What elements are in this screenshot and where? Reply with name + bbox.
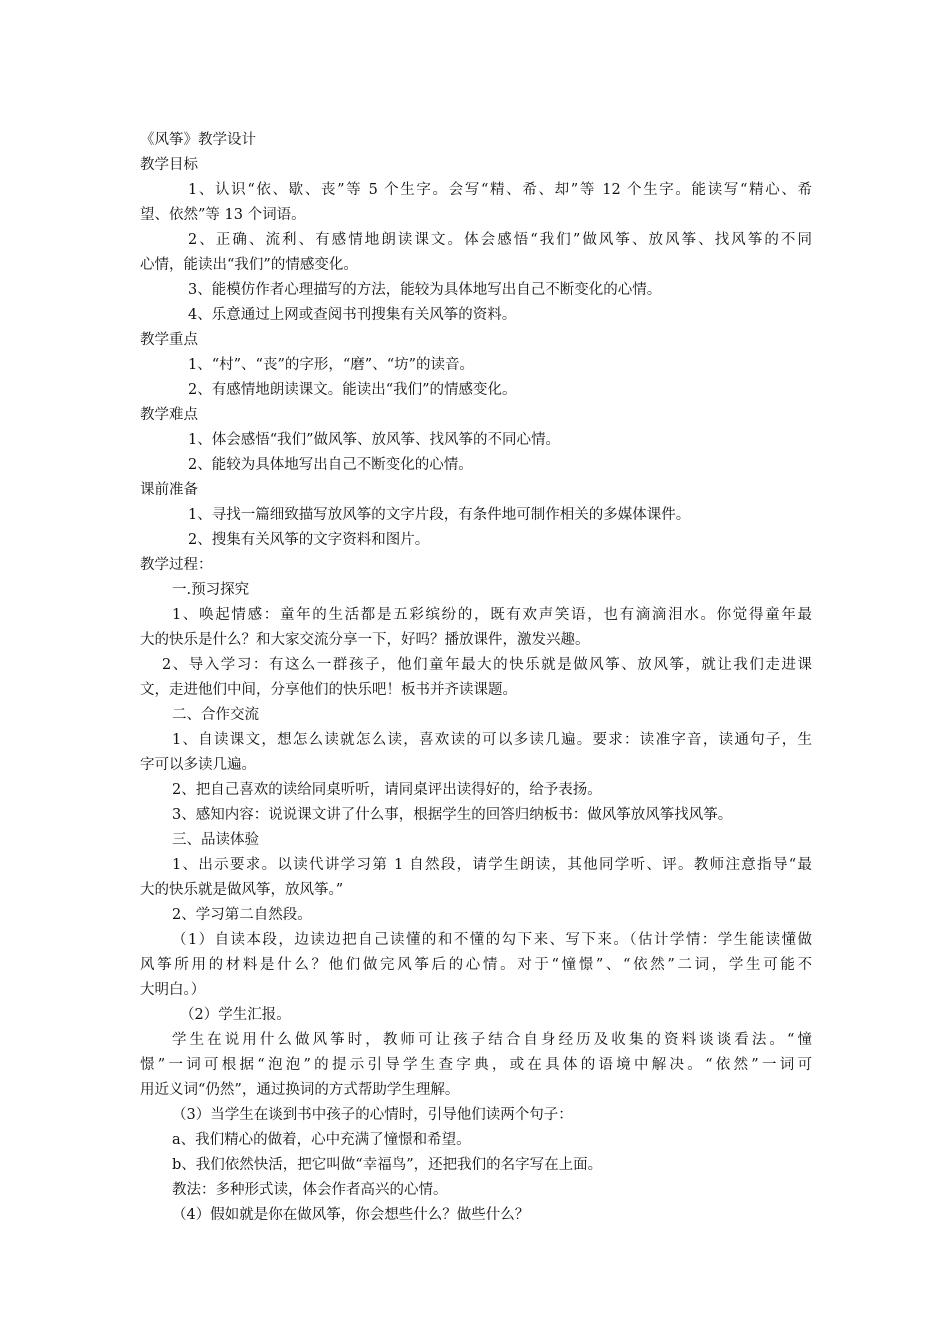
text-line: 憬”一词可根据“泡泡”的提示引导学生查字典，或在具体的语境中解决。“依然”一词可 <box>140 1057 812 1073</box>
text-line: 大明白。） <box>140 982 206 998</box>
text-line: 二、合作交流 <box>172 707 259 723</box>
text-line: 2、搜集有关风筝的文字资料和图片。 <box>188 532 430 548</box>
text-line: 一.预习探究 <box>172 582 250 598</box>
text-line: 心情，能读出“我们”的情感变化。 <box>140 257 358 273</box>
text-line: 2、把自己喜欢的读给同桌听听，请同桌评出读得好的，给予表扬。 <box>172 782 602 798</box>
text-line: 字可以多读几遍。 <box>140 757 256 773</box>
text-line: 教学目标 <box>140 157 198 173</box>
text-line: 教法：多种形式读，体会作者高兴的心情。 <box>172 1182 448 1198</box>
text-line: 2、能较为具体地写出自己不断变化的心情。 <box>188 457 473 473</box>
text-line: 三、品读体验 <box>172 832 259 848</box>
text-line: 1、出示要求。以读代讲学习第 1 自然段，请学生朗读，其他同学听、评。教师注意指导“最 <box>172 857 812 873</box>
text-line: 大的快乐是什么？和大家交流分享一下，好吗？播放课件，激发兴趣。 <box>140 632 590 648</box>
text-line: 《风筝》教学设计 <box>140 132 256 148</box>
text-line: 大的快乐就是做风筝，放风筝。” <box>140 882 344 898</box>
text-line: 课前准备 <box>140 482 198 498</box>
text-line: 风筝所用的材料是什么？他们做完风筝后的心情。对于“憧憬”、“依然”二词，学生可能不 <box>140 957 812 973</box>
text-line: （1）自读本段，边读边把自己读懂的和不懂的勾下来、写下来。（估计学情：学生能读懂做 <box>172 932 812 948</box>
text-line: 1、体会感悟“我们”做风筝、放风筝、找风筝的不同心情。 <box>188 432 561 448</box>
text-line: 教学难点 <box>140 407 198 423</box>
text-line: 1、自读课文，想怎么读就怎么读，喜欢读的可以多读几遍。要求：读准字音，读通句子，生 <box>172 732 812 748</box>
text-line: （4）假如就是你在做风筝，你会想些什么？做些什么？ <box>172 1207 530 1223</box>
text-line: 学生在说用什么做风筝时，教师可让孩子结合自身经历及收集的资料谈谈看法。“憧 <box>172 1032 812 1048</box>
text-line: 4、乐意通过上网或查阅书刊搜集有关风筝的资料。 <box>188 307 517 323</box>
text-line: 望、依然”等 13 个词语。 <box>140 207 306 223</box>
text-line: 2、正确、流利、有感情地朗读课文。体会感悟“我们”做风筝、放风筝、找风筝的不同 <box>188 232 812 248</box>
text-line: 教学过程： <box>140 557 213 573</box>
text-line: 用近义词“仍然”，通过换词的方式帮助学生理解。 <box>140 1082 460 1098</box>
text-line: 3、感知内容：说说课文讲了什么事，根据学生的回答归纳板书：做风筝放风筝找风筝。 <box>172 807 733 823</box>
text-line: 文，走进他们中间，分享他们的快乐吧！板书并齐读课题。 <box>140 682 517 698</box>
text-line: a、我们精心的做着，心中充满了憧憬和希望。 <box>172 1132 471 1148</box>
text-line: 1、寻找一篇细致描写放风筝的文字片段，有条件地可制作相关的多媒体课件。 <box>188 507 691 523</box>
text-line: （3）当学生在谈到书中孩子的心情时，引导他们读两个句子： <box>172 1107 573 1123</box>
text-line: 1、认识“依、歇、丧”等 5 个生字。会写“精、希、却”等 12 个生字。能读写“精心、希 <box>188 182 812 198</box>
text-line: 3、能模仿作者心理描写的方法，能较为具体地写出自己不断变化的心情。 <box>188 282 662 298</box>
text-line: 1、“村”、“丧”的字形，“磨”、“坊”的读音。 <box>188 357 475 373</box>
text-line: （2）学生汇报。 <box>180 1007 291 1023</box>
text-line: 2、有感情地朗读课文。能读出“我们”的情感变化。 <box>188 382 517 398</box>
text-line: 1、唤起情感：童年的生活都是五彩缤纷的，既有欢声笑语，也有滴滴泪水。你觉得童年最 <box>172 607 812 623</box>
text-line: 2、导入学习：有这么一群孩子，他们童年最大的快乐就是做风筝、放风筝，就让我们走进课 <box>162 657 812 673</box>
document-page <box>140 128 812 1228</box>
text-line: 教学重点 <box>140 332 198 348</box>
text-line: b、我们依然快活，把它叫做“幸福鸟”，还把我们的名字写在上面。 <box>172 1157 603 1173</box>
text-line: 2、学习第二自然段。 <box>172 907 312 923</box>
